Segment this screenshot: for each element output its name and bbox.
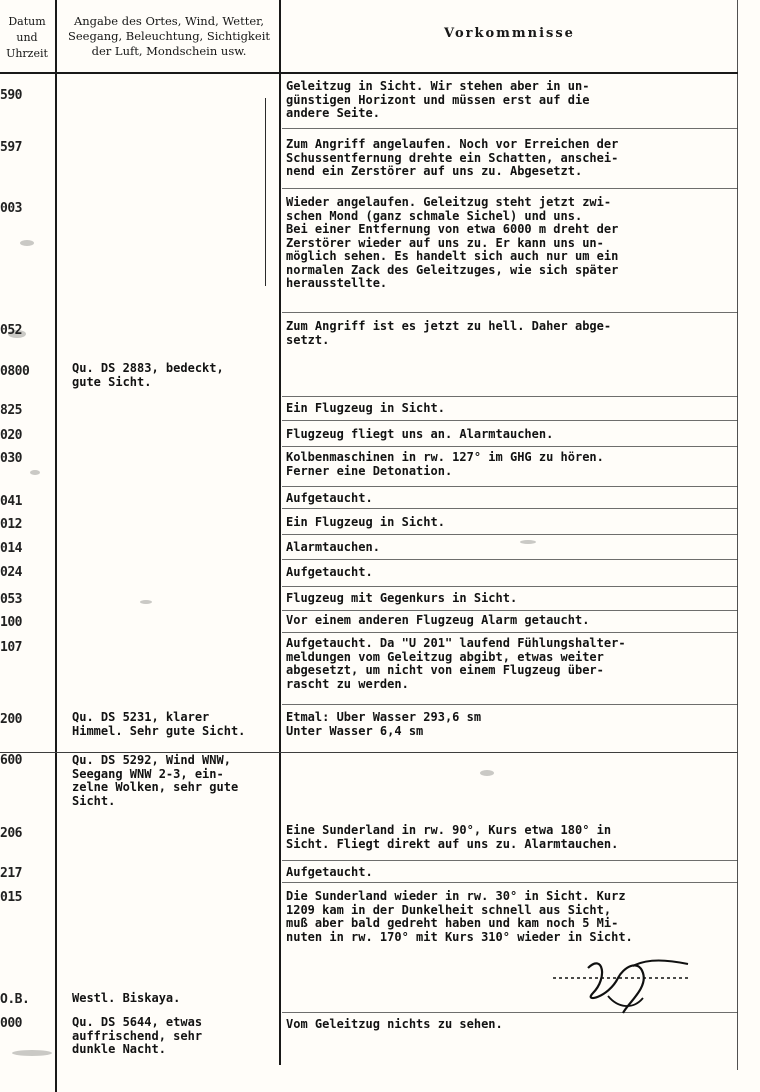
row-event: Zum Angriff ist es jetzt zu hell. Daher abge- setzt. bbox=[286, 320, 612, 347]
row-separator bbox=[282, 446, 738, 447]
scan-speck bbox=[480, 770, 494, 776]
row-time: 0800 bbox=[0, 364, 30, 379]
row-time: O.B. bbox=[0, 992, 30, 1007]
header-place-weather: Angabe des Ortes, Wind, Wetter, Seegang, Beleuchtung, Sichtigkeit der Luft, Mondschein usw. bbox=[67, 14, 271, 58]
row-event: Vom Geleitzug nichts zu sehen. bbox=[286, 1018, 503, 1031]
row-separator bbox=[282, 882, 738, 883]
row-time: 024 bbox=[0, 565, 22, 580]
row-place: Westl. Biskaya. bbox=[72, 991, 181, 1005]
row-separator bbox=[282, 188, 738, 189]
row-place: Qu. DS 5231, klarer Himmel. Sehr gute Sicht. bbox=[72, 710, 246, 738]
header-date-time bbox=[0, 14, 54, 62]
row-time: 012 bbox=[0, 517, 22, 532]
row-time: 107 bbox=[0, 640, 22, 655]
row-event: Vor einem anderen Flugzeug Alarm getaucht. bbox=[286, 614, 590, 627]
row-time: 014 bbox=[0, 541, 22, 556]
row-separator bbox=[282, 312, 738, 313]
row-separator bbox=[282, 128, 738, 129]
row-time: 206 bbox=[0, 826, 22, 841]
row-time: 000 bbox=[0, 1016, 22, 1031]
row-separator bbox=[282, 508, 738, 509]
row-time: 030 bbox=[0, 451, 22, 466]
row-time: 003 bbox=[0, 201, 22, 216]
row-event: Die Sunderland wieder in rw. 30° in Sicht. Kurz 1209 kam in der Dunkelheit schnell aus Sicht, muß aber bald gedreht haben und kam noch 5 Mi- nuten in rw. 170° mit Kurs 310° wieder in Sicht. bbox=[286, 890, 633, 944]
header-date-time-text: Datum und Uhrzeit bbox=[6, 15, 48, 60]
scan-speck bbox=[30, 470, 40, 475]
row-event: Etmal: Über Wasser 293,6 sm Unter Wasser 6,4 sm bbox=[286, 711, 482, 738]
scan-speck bbox=[20, 240, 34, 246]
row-time: 015 bbox=[0, 890, 22, 905]
row-separator bbox=[282, 632, 738, 633]
row-separator bbox=[282, 396, 738, 397]
row-time: 825 bbox=[0, 403, 22, 418]
scan-speck bbox=[140, 600, 152, 604]
row-event: Aufgetaucht. bbox=[286, 492, 373, 505]
row-event: Aufgetaucht. bbox=[286, 566, 373, 579]
row-time: 020 bbox=[0, 428, 22, 443]
row-separator bbox=[282, 420, 738, 421]
row-time: 052 bbox=[0, 323, 22, 338]
row-event: Ein Flugzeug in Sicht. bbox=[286, 402, 445, 415]
row-place: Qu. DS 2883, bedeckt, gute Sicht. bbox=[72, 361, 224, 389]
row-time: 100 bbox=[0, 615, 22, 630]
row-event: Eine Sunderland in rw. 90°, Kurs etwa 180° in Sicht. Fliegt direkt auf uns zu. Alarmtauchen. bbox=[286, 824, 619, 851]
row-event: Flugzeug fliegt uns an. Alarmtauchen. bbox=[286, 428, 554, 441]
row-event: Aufgetaucht. bbox=[286, 866, 373, 879]
row-event: Kolbenmaschinen in rw. 127° im GHG zu hören. Ferner eine Detonation. bbox=[286, 451, 604, 478]
row-separator bbox=[282, 860, 738, 861]
row-separator bbox=[282, 704, 738, 705]
row-place: Qu. DS 5292, Wind WNW, Seegang WNW 2-3, ein- zelne Wolken, sehr gute Sicht. bbox=[72, 753, 239, 808]
header-rule bbox=[0, 72, 738, 74]
row-time: 590 bbox=[0, 88, 22, 103]
column-rule-place bbox=[279, 0, 281, 1065]
row-event: Flugzeug mit Gegenkurs in Sicht. bbox=[286, 592, 518, 605]
row-place: Qu. DS 5644, etwas auffrischend, sehr dunkle Nacht. bbox=[72, 1015, 203, 1056]
row-separator bbox=[282, 559, 738, 560]
row-event: Alarmtauchen. bbox=[286, 541, 380, 554]
margin-mark bbox=[265, 98, 266, 286]
row-event: Ein Flugzeug in Sicht. bbox=[286, 516, 445, 529]
row-separator bbox=[282, 610, 738, 611]
row-event: Zum Angriff angelaufen. Noch vor Erreichen der Schussentfernung drehte ein Schatten, anschei- nend ein Zerstörer auf uns zu. Abgesetzt. bbox=[286, 138, 619, 178]
column-rule-time bbox=[55, 0, 57, 1092]
header-events: Vorkommnisse bbox=[444, 26, 575, 41]
row-separator bbox=[282, 534, 738, 535]
row-time: 597 bbox=[0, 140, 22, 155]
row-event: Wieder angelaufen. Geleitzug steht jetzt zwi- schen Mond (ganz schmale Sichel) und uns. Bei einer Entfernung von etwa 6000 m dreht der Zerstörer wieder auf uns zu. Er kann uns un- möglich sehen. Es handelt sich auch nur um ein normalen Zack des Geleitzuges, wie sich später herausstellte. bbox=[286, 196, 619, 290]
row-time: 600 bbox=[0, 753, 22, 768]
row-event: Geleitzug in Sicht. Wir stehen aber in un- günstigen Horizont und müssen erst auf die andere Seite. bbox=[286, 80, 590, 120]
row-time: 200 bbox=[0, 712, 22, 727]
row-time: 053 bbox=[0, 592, 22, 607]
row-time: 217 bbox=[0, 866, 22, 881]
row-separator bbox=[282, 486, 738, 487]
row-separator bbox=[282, 586, 738, 587]
signature-image bbox=[548, 948, 698, 1018]
row-event: Aufgetaucht. Da "U 201" laufend Fühlungshalter- meldungen vom Geleitzug abgibt, etwas weiter abgesetzt, um nicht von einem Flugzeug über- rascht zu werden. bbox=[286, 637, 626, 691]
row-time: 041 bbox=[0, 494, 22, 509]
scan-speck bbox=[12, 1050, 52, 1056]
